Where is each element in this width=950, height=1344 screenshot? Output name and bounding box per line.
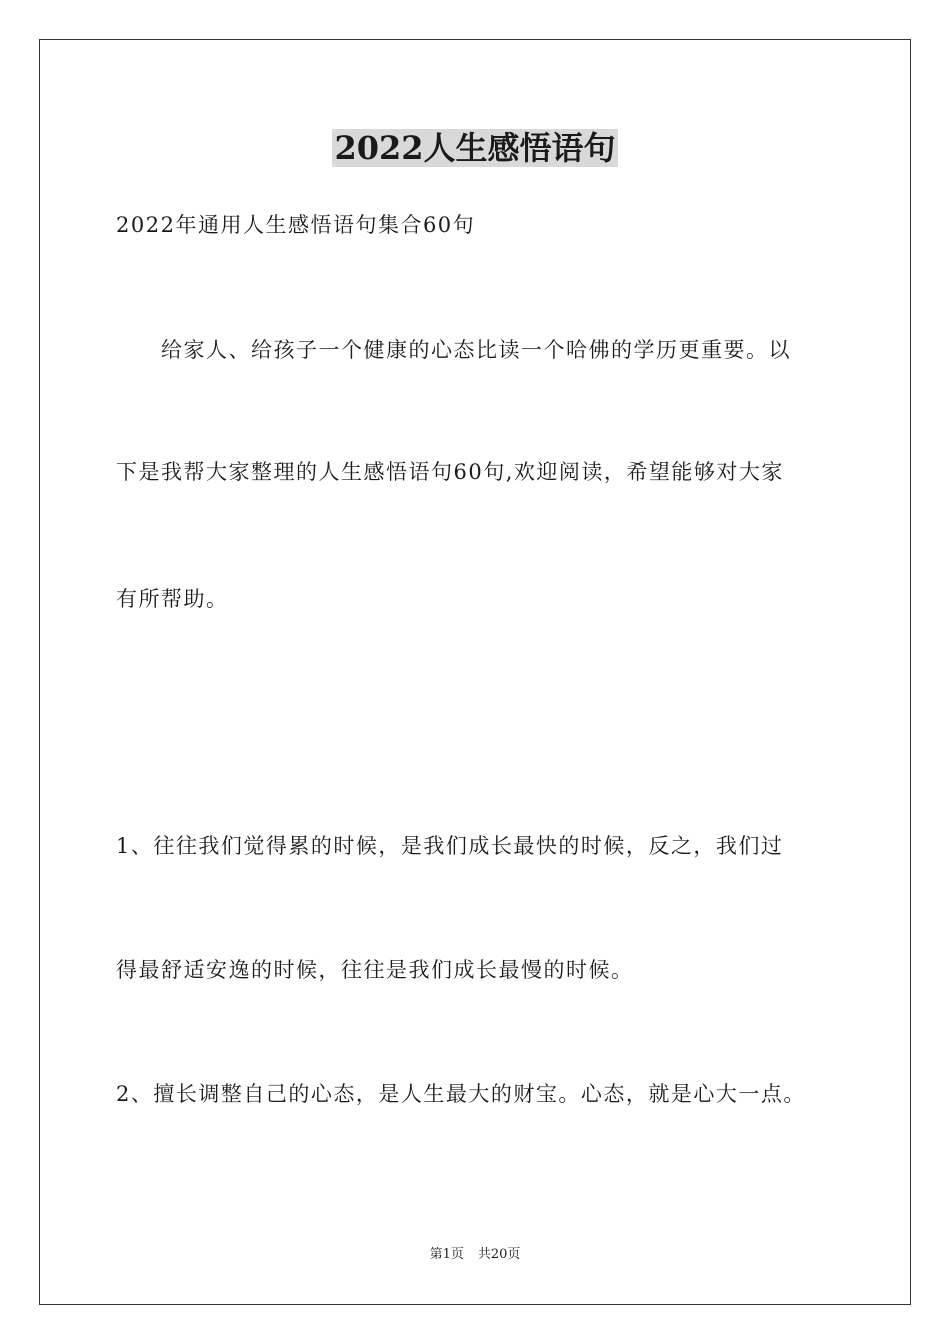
paragraph-line: 有所帮助。 <box>116 587 229 611</box>
page-total: 共20页 <box>477 1247 521 1262</box>
document-subtitle: 2022年通用人生感悟语句集合60句 <box>116 213 476 237</box>
paragraph-line: 下是我帮大家整理的人生感悟语句60句,欢迎阅读，希望能够对大家 <box>116 460 784 484</box>
paragraph-line: 2、擅长调整自己的心态，是人生最大的财宝。心态，就是心大一点。 <box>116 1082 806 1106</box>
document-title <box>0 126 950 170</box>
page-footer <box>0 1246 950 1264</box>
paragraph-line: 给家人、给孩子一个健康的心态比读一个哈佛的学历更重要。以 <box>116 338 791 362</box>
paragraph-line: 1、往往我们觉得累的时候，是我们成长最快的时候，反之，我们过 <box>116 834 784 858</box>
paragraph-line: 得最舒适安逸的时候，往往是我们成长最慢的时候。 <box>116 958 634 982</box>
page-number: 第1页 <box>429 1247 464 1262</box>
document-title-text: 2022人生感悟语句 <box>334 129 616 167</box>
